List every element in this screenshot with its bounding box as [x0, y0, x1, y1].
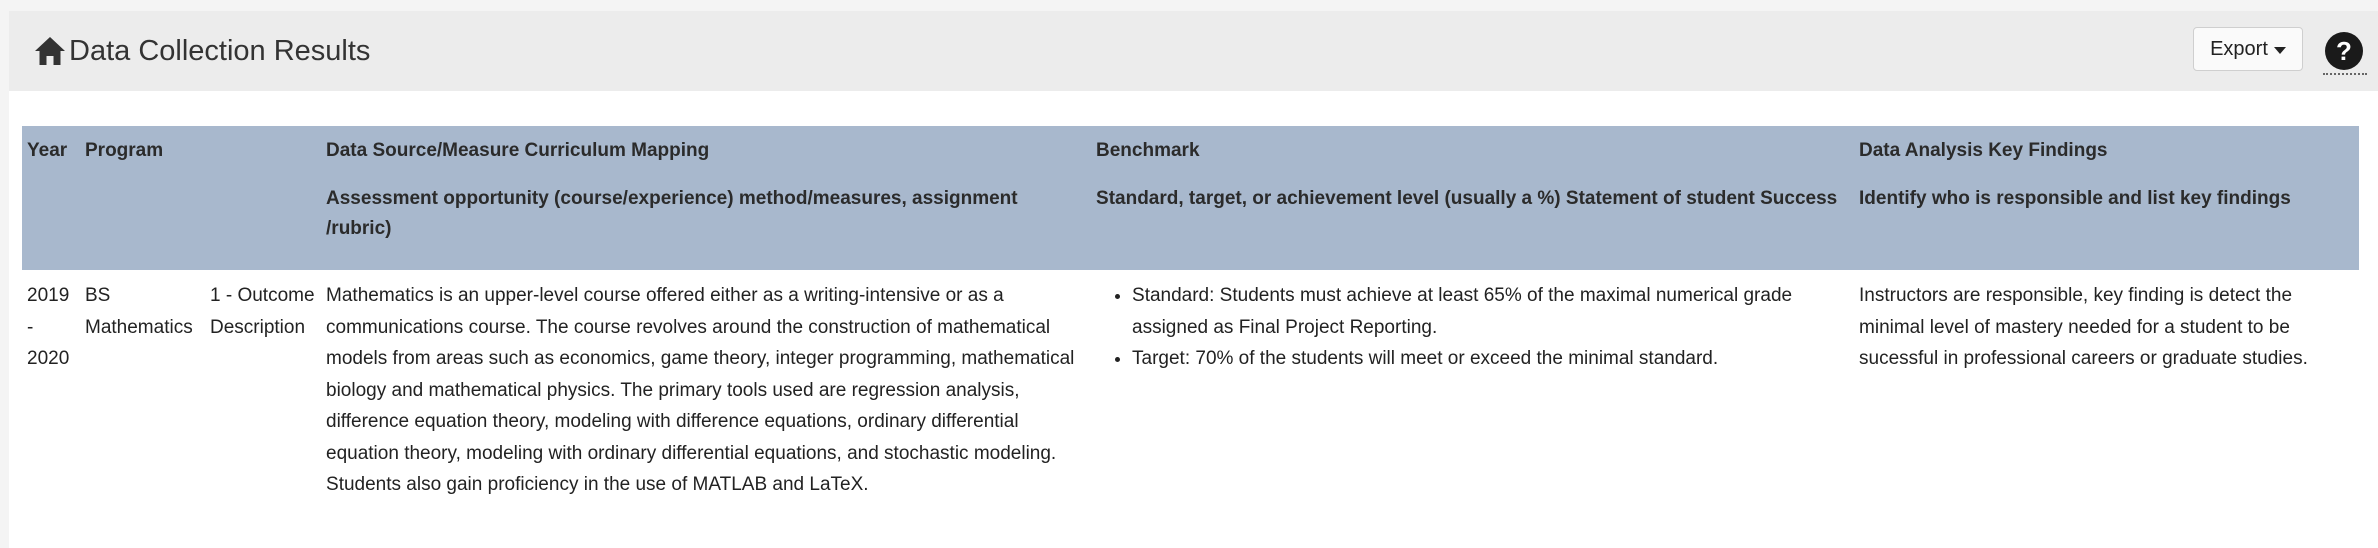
caret-down-icon	[2274, 47, 2286, 54]
column-header-benchmark[interactable]	[1091, 126, 1854, 270]
home-icon[interactable]	[34, 36, 66, 66]
help-underline	[2323, 73, 2367, 75]
results-table	[22, 126, 2359, 511]
column-header-data-source-subtitle: Assessment opportunity (course/experience) method/measures, assignment /rubric)	[326, 188, 1018, 239]
column-header-data-source[interactable]	[321, 126, 1091, 270]
help-icon[interactable]	[2324, 31, 2364, 71]
cell-outcome: 1 - Outcome Description	[210, 285, 315, 338]
table-row	[22, 270, 2359, 511]
column-header-data-source-label: Data Source/Measure Curriculum Mapping	[326, 140, 710, 161]
table-header-row	[22, 126, 2359, 270]
column-header-findings-label: Data Analysis Key Findings	[1859, 140, 2108, 161]
cell-year: 2019 - 2020	[27, 285, 70, 369]
help-icon-glyph: ?	[2336, 36, 2352, 66]
export-button[interactable]	[2193, 27, 2303, 71]
column-header-benchmark-label: Benchmark	[1096, 140, 1200, 161]
cell-findings: Instructors are responsible, key finding is detect the minimal level of mastery needed for a student to be sucessful in professional careers or graduate studies.	[1859, 285, 2308, 369]
benchmark-item-standard: • Standard: Students must achieve at least 65% of the maximal numerical grade assigned as Final Project Reporting.	[1132, 280, 1848, 343]
benchmark-item-target: • Target: 70% of the students will meet or exceed the minimal standard.	[1132, 343, 1848, 375]
column-header-year[interactable]	[22, 126, 80, 270]
column-header-program-label: Program	[85, 140, 164, 161]
column-header-findings-subtitle: Identify who is responsible and list key findings	[1859, 188, 2291, 209]
cell-data-source: Mathematics is an upper-level course offered either as a writing-intensive or as a communications course. The course revolves around the construction of mathematical models from areas such as economics, game theory, integer programming, mathematical biology and mathematical physics. The primary tools used are regression analysis, difference equation theory, modeling with difference equations, ordinary differential equation theory, modeling with ordinary differential equations, and stochastic modeling. Students also gain proficiency in the use of MATLAB and LaTeX.	[326, 285, 1075, 495]
column-header-year-label: Year	[27, 140, 68, 161]
column-header-findings[interactable]	[1854, 126, 2359, 270]
cell-benchmark	[1091, 270, 1854, 511]
cell-program: BS Mathematics	[85, 285, 193, 338]
page-title: Data Collection Results	[69, 35, 371, 67]
column-header-benchmark-subtitle: Standard, target, or achievement level (usually a %) Statement of student Success	[1096, 188, 1838, 209]
benchmark-list	[1096, 280, 1848, 375]
page-header	[9, 11, 2378, 91]
export-button-label: Export	[2210, 37, 2268, 60]
column-header-program[interactable]	[80, 126, 321, 270]
